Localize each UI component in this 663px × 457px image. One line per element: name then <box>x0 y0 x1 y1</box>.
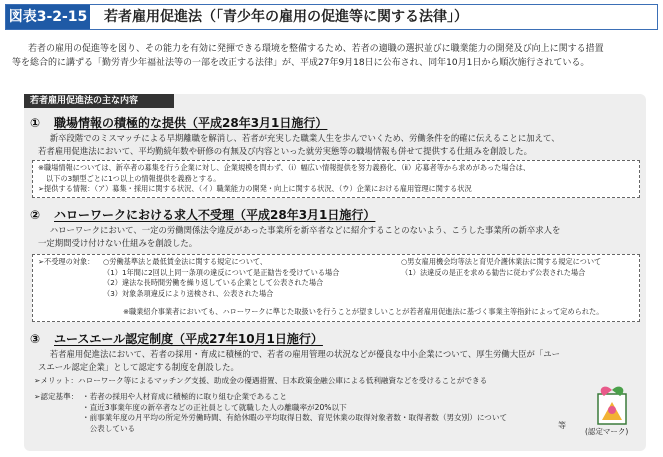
section-2-right-col <box>401 257 601 278</box>
section-2-title <box>30 206 375 223</box>
section-3-body <box>38 348 638 374</box>
criteria-line-4: 公表している <box>82 423 136 433</box>
section-1-note-line-2: 以下の3類型ごとに1つ以上の情報提供を義務とする。 <box>46 173 221 183</box>
section-2-number: ② <box>30 208 41 222</box>
section-1-note-box <box>32 160 640 198</box>
section-1-title-text: 職場情報の積極的な提供（平成28年3月1日施行） <box>54 116 328 130</box>
left-col-line-1: ○労働基準法と最低賃金法に関する規定について、 <box>103 257 268 266</box>
section-1-note-line-1: ※職場情報については、新卒者の募集を行う企業に対し、企業規模を問わず、（ⅰ）幅広い情報提供を努力義務化、（ⅱ）応募者等から求めがあった場合は、 <box>38 163 531 172</box>
section-1-body-line-1: 新卒段階でのミスマッチによる早期離職を解消し、若者が充実した職業人生を歩んでいくため、労働条件を的確に伝えることに加えて、 <box>49 133 560 143</box>
section-3-criteria <box>82 392 507 434</box>
section-2-left-col <box>103 257 339 299</box>
criteria-line-2: ・直近3事業年度の新卒者などの正社員として就職した人の離職率が20%以下 <box>82 402 347 412</box>
etc-mark: 等 <box>558 421 566 430</box>
section-2-body-line-2: 一定期間受け付けない仕組みを創設した。 <box>38 238 198 248</box>
section-2-body-line-1: ハローワークにおいて、一定の労働関係法令違反があった事業所を新卒者などに紹介することのないよう、こうした事業所の新卒求人を <box>49 225 561 235</box>
left-col-line-4: （3）対象条項違反により送検され、公表された場合 <box>103 288 274 298</box>
content-panel <box>24 94 646 451</box>
intro-text <box>12 42 643 70</box>
section-2-box-label: ➢不受理の対象： <box>38 257 95 266</box>
section-2-box <box>32 254 640 322</box>
section-1-body <box>38 132 638 158</box>
section-1-number: ① <box>30 116 41 130</box>
criteria-line-1: ・若者の採用や人材育成に積極的に取り組む企業であること <box>82 392 288 401</box>
mark-caption: (認定マーク) <box>585 427 629 436</box>
section-3-title <box>30 330 323 347</box>
section-3-body-line-1: 若者雇用促進法において、若者の採用・育成に積極的で、若者の雇用管理の状況などが優良な中小企業について、厚生労働大臣が「ユー <box>49 349 560 359</box>
section-2-box-note: ※職業紹介事業者においても、ハローワークに準じた取扱いを行うことが望ましいことが若者雇用促進法に基づく事業主等指針によって定められた。 <box>123 307 604 316</box>
intro-line-2: 等を総合的に講ずる「勤労青少年福祉法等の一部を改正する法律」が、平成27年9月18日に公布され、同年10月1日から順次施行されている。 <box>12 58 590 68</box>
panel-tab-label: 若者雇用促進法の主な内容 <box>24 94 174 108</box>
criteria-line-3: ・前事業年度の月平均の所定外労働時間、有給休暇の平均取得日数、育児休業の取得対象者数・取得者数（男女別）について <box>82 413 508 422</box>
section-1-body-line-2: 若者雇用促進法において、平均勤続年数や研修の有無及び内容といった就労実態等の職場情報も併せて提供する仕組みを創設した。 <box>38 146 532 156</box>
right-col-line-2: （1）法違反の是正を求める勧告に従わず公表された場合 <box>401 267 586 277</box>
section-1-note-line-3: ➢提供する情報：（ア）募集・採用に関する状況、（イ）職業能力の開発・向上に関する状況、（ウ）企業における雇用管理に関する状況 <box>38 184 472 193</box>
right-col-line-1: ○男女雇用機会均等法と育児介護休業法に関する規定について <box>401 257 602 266</box>
youth-yell-mark-icon <box>590 380 634 428</box>
section-1-title <box>30 114 327 131</box>
figure-number: 図表3-2-15 <box>6 5 90 29</box>
section-2-title-text: ハローワークにおける求人不受理（平成28年3月1日施行） <box>54 208 376 222</box>
figure-header <box>5 4 658 30</box>
section-3-number: ③ <box>30 332 41 346</box>
section-3-merit <box>34 376 487 387</box>
section-3-body-line-2: スエール認定企業」として認定する制度を創設した。 <box>38 362 239 372</box>
left-col-line-3: （2）違法な長時間労働を繰り返している企業として公表された場合 <box>103 278 324 287</box>
figure-title: 若者雇用促進法（「青少年の雇用の促進等に関する法律」） <box>104 9 468 25</box>
merit-text: ➢メリット：ハローワーク等によるマッチング支援、助成金の優遇措置、日本政策金融公庫による低利融資などを受けることができる <box>34 376 488 385</box>
section-2-body <box>38 224 638 250</box>
intro-line-1: 若者の雇用の促進等を図り、その能力を有効に発揮できる環境を整備するため、若者の適職の選択並びに職業能力の開発及び向上に関する措置 <box>28 44 604 54</box>
left-col-line-2: （1）1年間に2回以上同一条項の違反について是正勧告を受けている場合 <box>103 267 340 277</box>
section-3-title-text: ユースエール認定制度（平成27年10月1日施行） <box>54 332 323 346</box>
section-3-criteria-label: ➢認定基準： <box>34 392 79 401</box>
